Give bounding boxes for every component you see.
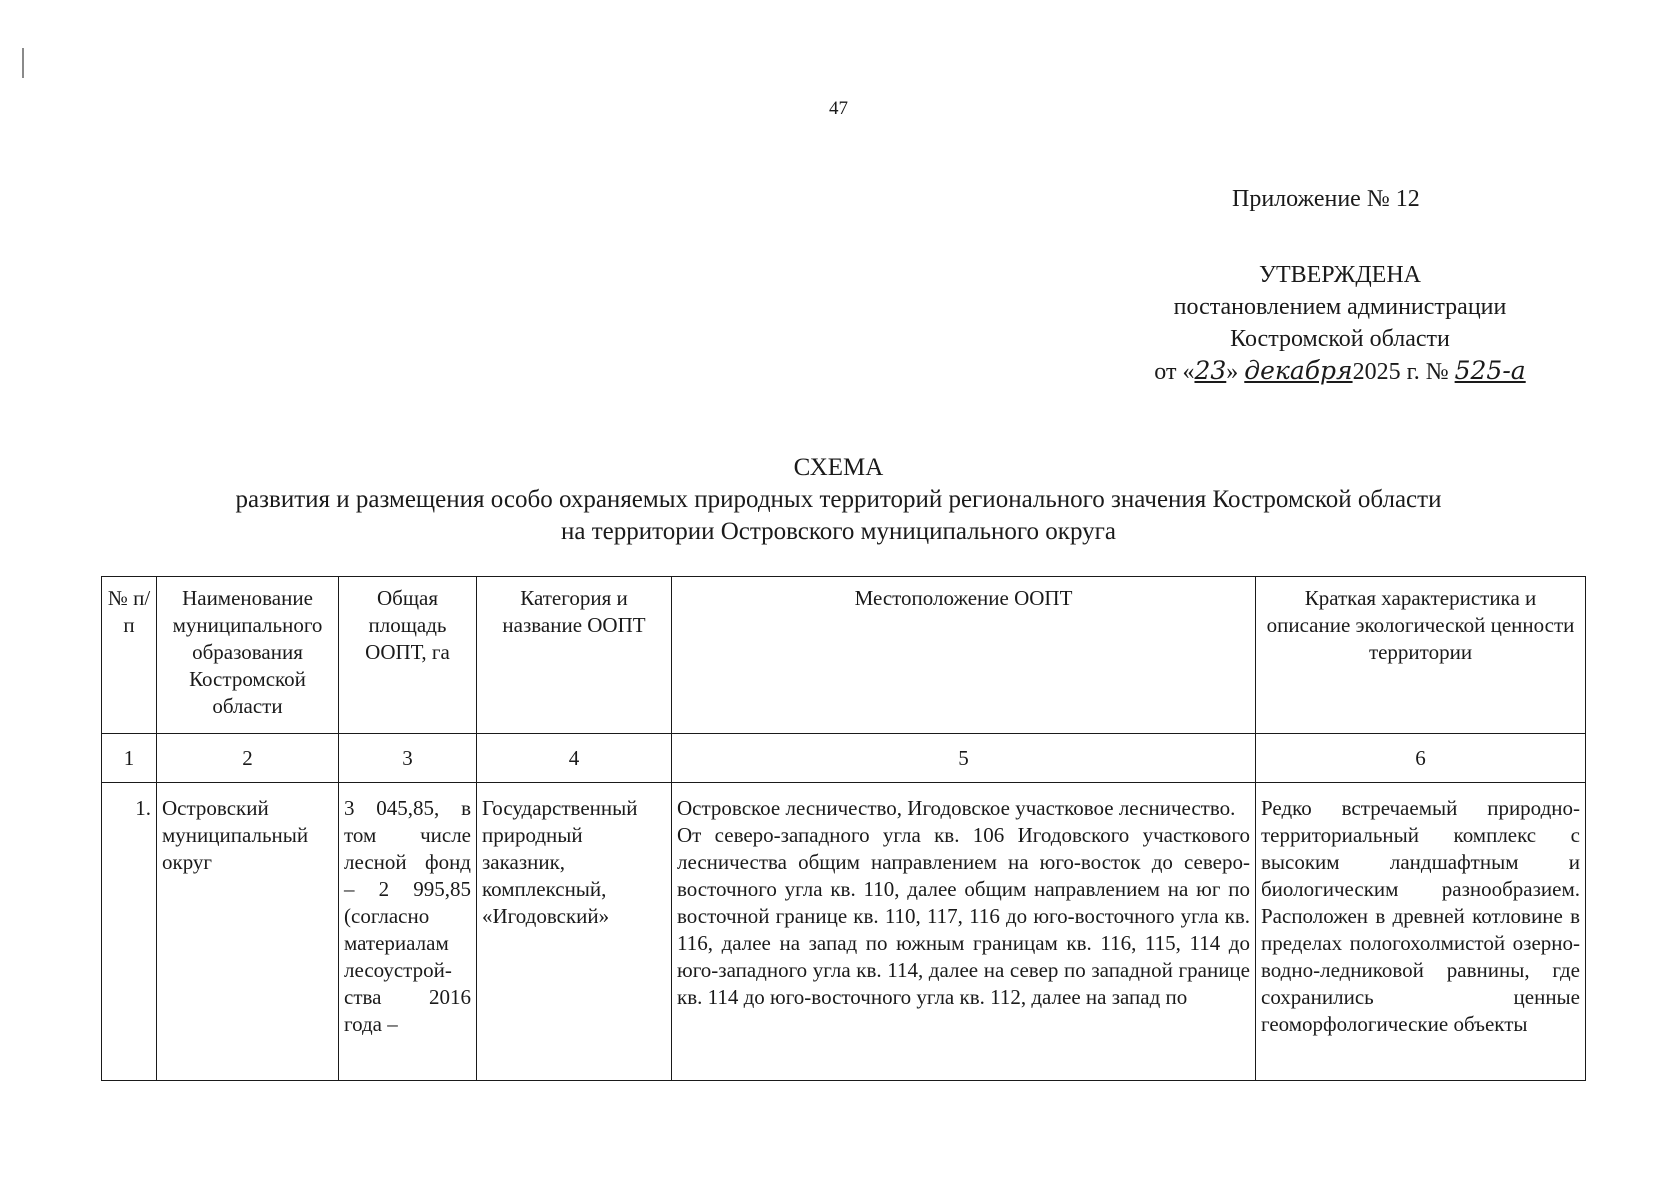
column-number: 2: [157, 734, 339, 783]
handwritten-month: декабря: [1244, 356, 1353, 385]
header-num: № п/п: [102, 577, 157, 734]
column-number: 3: [339, 734, 477, 783]
approval-date-line: [1120, 355, 1560, 388]
date-prefix: от «: [1154, 359, 1195, 385]
column-number: 5: [672, 734, 1256, 783]
scan-edge-mark: [22, 48, 24, 78]
approval-line-1: постановлением администрации: [1173, 294, 1507, 320]
header-municipality: Наименование муниципального образования Костромской области: [157, 577, 339, 734]
column-number: 1: [102, 734, 157, 783]
header-description: Краткая характеристика и описание экологической ценности территории: [1256, 577, 1586, 734]
cell-location: [672, 783, 1256, 1081]
cell-description: Редко встречаемый природно-территориальный комплекс с высоким ландшафтным и биологическим разнообразием. Расположен в древней котловине в пределах пологохолмистой озерно-водно-ледниковой равнины, где сохранились ценные геоморфологические объекты: [1256, 783, 1586, 1081]
header-location: Местоположение ООПТ: [672, 577, 1256, 734]
cell-num: 1.: [102, 783, 157, 1081]
location-paragraph-2: От северо-западного угла кв. 106 Игодовского участкового лесничества общим направлением на юго-восток до северо-восточного угла кв. 110, далее общим направлением на юг по восточной границе кв. 110, 117, 116 до юго-восточного угла кв. 116, далее на запад по южным границам кв. 116, 115, 114 до юго-западного угла кв. 114, далее на север по западной границе кв. 114 до юго-восточного угла кв. 112, далее на запад по: [677, 823, 1250, 1009]
date-year: 2025 г. №: [1352, 359, 1449, 385]
title-heading: СХЕМА: [793, 454, 884, 481]
page-number: 47: [829, 98, 848, 119]
cell-category-name: Государственный природный заказник, комплексный, «Игодовский»: [477, 783, 672, 1081]
appendix-label: Приложение № 12: [1232, 186, 1420, 212]
cell-municipality: Островский муниципальный округ: [157, 783, 339, 1081]
approval-line-2: Костромской области: [1230, 326, 1450, 352]
approval-block: [1120, 259, 1560, 388]
table-row: [102, 783, 1586, 1081]
document-title: [0, 452, 1677, 548]
handwritten-number: 525-а: [1454, 356, 1526, 385]
column-number: 4: [477, 734, 672, 783]
column-number-row: [102, 734, 1586, 783]
date-mid: »: [1226, 359, 1239, 385]
title-line-1: развития и размещения особо охраняемых природных территорий регионального значения Костромской области: [235, 486, 1442, 513]
header-category: Категория и название ООПТ: [477, 577, 672, 734]
table-header-row: [102, 577, 1586, 734]
handwritten-day: 23: [1194, 356, 1227, 385]
title-line-2: на территории Островского муниципального округа: [561, 518, 1116, 545]
cell-area: 3 045,85, в том числе лесной фонд – 2 995,85 (согласно материалам лесоустрой-ства 2016 года –: [339, 783, 477, 1081]
location-paragraph-1: Островское лесничество, Игодовское участковое лесничество.: [677, 796, 1236, 820]
header-area: Общая площадь ООПТ, га: [339, 577, 477, 734]
column-number: 6: [1256, 734, 1586, 783]
schema-table: [101, 576, 1586, 1081]
approval-heading: УТВЕРЖДЕНА: [1258, 262, 1422, 288]
